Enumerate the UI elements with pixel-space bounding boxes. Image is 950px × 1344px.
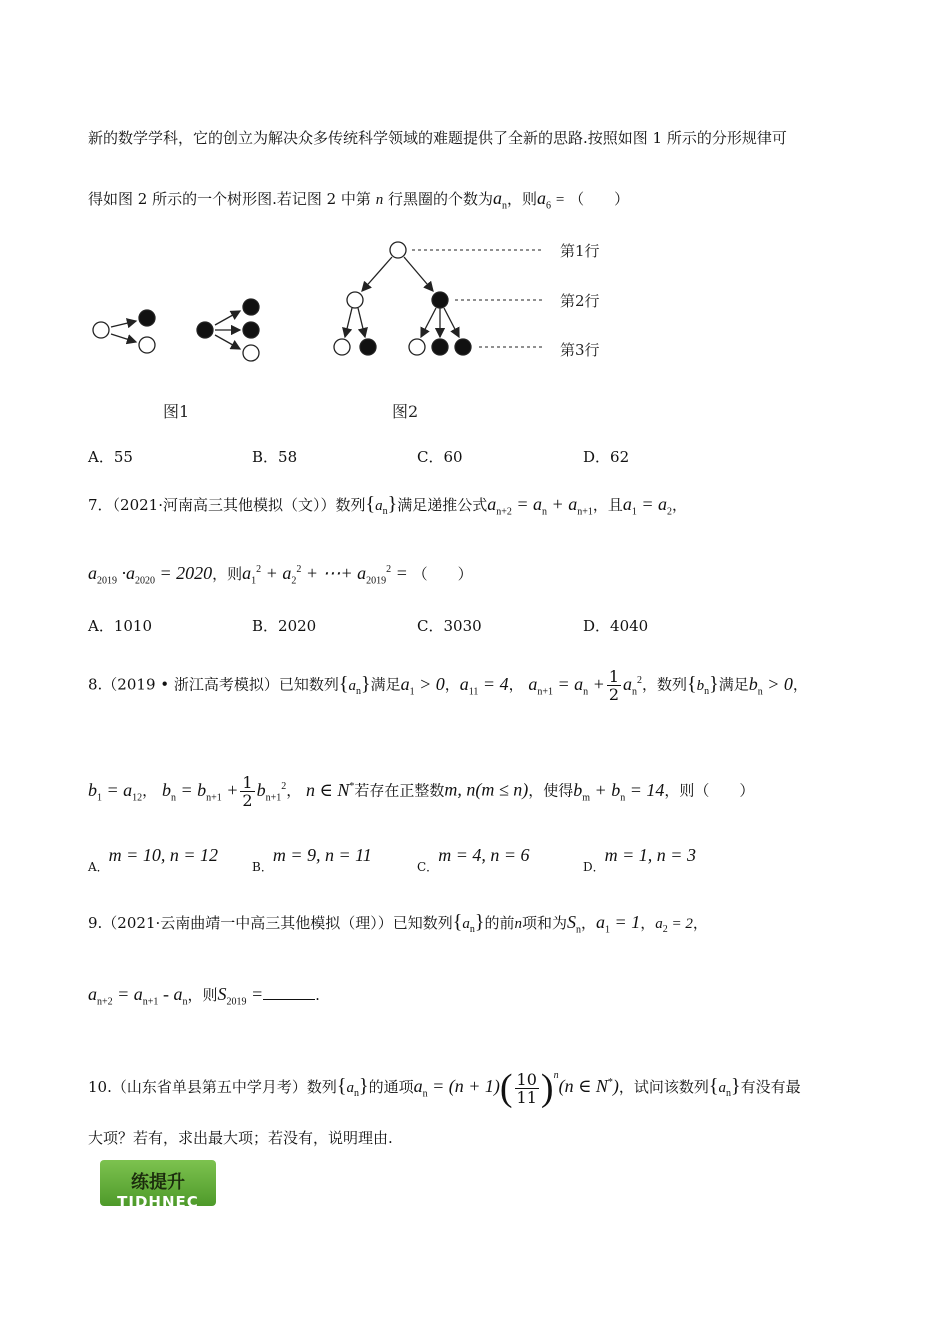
q9-text-line1: 9.（2021·云南曲靖一中高三其他模拟（理））已知数列$\{a_n\}$的前n项和为$S_n$，$a_1 = 1$，$a_2 = 2$， (88, 911, 708, 936)
q7-text-line2: $a_{2019} \cdot a_{2020} = 2020$，则$a_1^2 + a_2^2$ + ⋯+ $a_{2019}^2$ = （ ） (88, 563, 473, 587)
q6-option-b[interactable]: B．58 (252, 448, 298, 466)
figure-1-caption: 图1 (163, 402, 190, 421)
row-label-2: 第2行 (560, 292, 600, 310)
q7-option-c[interactable]: C．3030 (417, 617, 482, 635)
q8-option-c[interactable]: $_{C.}$m = 4, n = 6 (417, 845, 530, 874)
q9-text-line2: $a_{n+2} = a_{n+1} - a_n$，则$S_{2019}$ = . (88, 984, 320, 1008)
q6-text-line1: 新的数学学科，它的创立为解决众多传统科学领域的难题提供了全新的思路.按照如图 1 所示的分形规律可 (88, 129, 787, 147)
q6-option-d[interactable]: D．62 (583, 448, 630, 466)
q7-text-line1: 7．（2021·河南高三其他模拟（文））数列$\{a_n\}$满足递推公式$a_{n+2} = a_n + a_{n+1}$，且$a_1 = a_2$， (88, 493, 688, 518)
q8-text-line1: 8.（2019 • 浙江高考模拟）已知数列$\{a_n\}$满足$a_1 > 0$，$a_{11} = 4$， $a_{n+1} = a_n$ + $\frac{1}{2}$ $a_n^2$，数列$\{b_n\}$满足$b_n > 0$， (88, 667, 808, 704)
q9-answer-blank[interactable] (263, 985, 315, 1000)
badge-title: 练提升 (131, 1172, 185, 1193)
fractal-figures (0, 0, 950, 440)
q8-text-line2: $b_1 = a_{12}$， $b_n = b_{n+1}$ + $\frac{1}{2}$ $b_{n+1}^2$， n ∈ N*若存在正整数m, n(m ≤ n)，使得$b_m + b_n = 14$，则（ ） (88, 773, 755, 810)
practice-badge (100, 1160, 216, 1206)
q6-option-a[interactable]: A．55 (88, 448, 133, 466)
figure-2-caption: 图2 (392, 402, 419, 421)
q8-option-a[interactable]: $_{A.}$m = 10, n = 12 (88, 845, 218, 874)
q10-text-line2: 大项？若有，求出最大项；若没有，说明理由. (88, 1129, 393, 1147)
q6-text-line2: 得如图 2 所示的一个树形图.若记图 2 中第 n 行黑圈的个数为$a_n$，则$a_6$ = （ ） (88, 188, 630, 212)
q8-option-d[interactable]: $_{D.}$m = 1, n = 3 (583, 845, 696, 874)
q7-option-b[interactable]: B．2020 (252, 617, 317, 635)
figure-2-tree (334, 242, 543, 355)
q6-option-c[interactable]: C．60 (417, 448, 463, 466)
badge-subtitle: TIDHNEC (117, 1193, 199, 1206)
q7-option-d[interactable]: D．4040 (583, 617, 649, 635)
row-label-3: 第3行 (560, 341, 600, 359)
q8-option-b[interactable]: $_{B.}$m = 9, n = 11 (252, 845, 372, 874)
q7-option-a[interactable]: A．1010 (88, 617, 153, 635)
row-label-1: 第1行 (560, 242, 600, 260)
figure-1 (93, 299, 259, 361)
q10-text-line1: 10.（山东省单县第五中学月考）数列$\{a_n\}$的通项$a_n = (n + 1)$( $\frac{10}{11}$ )$^n$(n ∈ N*)，试问该数列$\{a_n\}$有没有最 (88, 1067, 801, 1109)
